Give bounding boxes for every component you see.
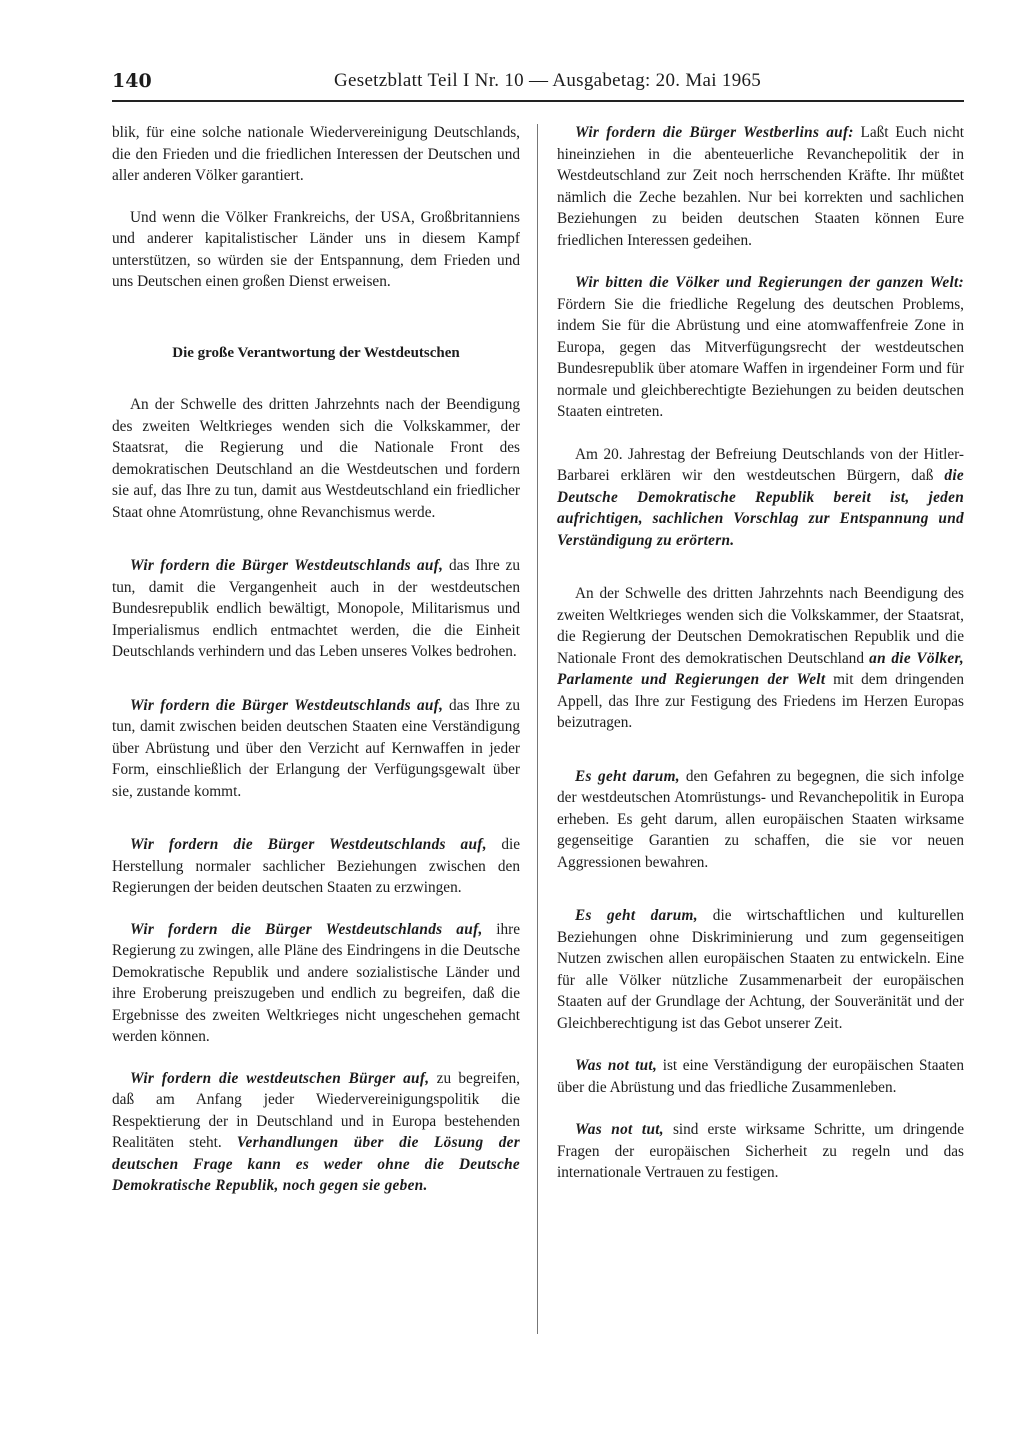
paragraph-text: das Ihre zu tun, damit die Vergangenheit auch in der westdeutschen Bundesrepublik endlich bewältigt, Monopole, Militarismus und Imperialismus endlich entmachtet werden, die die Einheit Deutschlands verhindern und das Leben unseres Volkes bedrohen. xyxy=(112,557,520,660)
paragraph-text: die wirtschaftlichen und kulturellen Beziehungen ohne Diskriminierung und zum gegenseitigen Nutzen zwischen allen europäischen Staaten zu entwickeln. Eine für alle Völker nützliche Zusammenarbeit der europäischen Staaten auf der Grundlage der Achtung, der Souveränität und der Gleichberechtigung ist das Gebot unserer Zeit. xyxy=(557,907,964,1032)
paragraph xyxy=(112,695,520,803)
paragraph: An der Schwelle des dritten Jahrzehnts nach der Beendigung des zweiten Weltkrieges wenden sich die Volkskammer, der Staatsrat, die Regierung und die Nationale Front des demokratischen Deutschland an die Westdeutschen und fordern sie auf, das Ihre zu tun, damit aus Westdeutschland ein friedlicher Staat ohne Atomrüstung, ohne Revanchismus werde. xyxy=(112,396,520,521)
page-header xyxy=(112,70,964,102)
emphasis: Wir fordern die Bürger Westdeutschlands auf, xyxy=(130,696,444,714)
paragraph xyxy=(112,919,520,1048)
paragraph-text: mit dem dringenden Appell, das Ihre zur Festigung des Friedens im Herzen Europas beizutragen. xyxy=(557,671,964,731)
paragraph-text: Laßt Euch nicht hineinziehen in die abenteuerliche Revanchepolitik der in Westdeutschland zur Zeit noch herrschenden Kräfte. Ihr müßtet nämlich die Zeche bezahlen. Nur bei korrekten und sachlichen Beziehungen zu beiden deutschen Staaten können Eure friedlichen Interessen gedeihen. xyxy=(557,124,964,249)
emphasis: Wir fordern die Bürger Westberlins auf: xyxy=(575,124,854,141)
paragraph-text: zu begreifen, daß am Anfang jeder Wiedervereinigungspolitik die Respektierung der in Deutschland und in Europa bestehenden Realitäten steht. xyxy=(112,1069,520,1151)
paragraph xyxy=(112,555,520,663)
emphasis: Wir fordern die Bürger Westdeutschlands auf, xyxy=(130,920,483,938)
paragraph xyxy=(557,272,964,423)
emphasis: die Deutsche Demokratische Republik bereit ist, jeden aufrichtigen, sachlichen Vorschlag zur Entspannung und Verständigung zu erörtern. xyxy=(557,467,964,549)
paragraph xyxy=(557,1119,964,1184)
paragraph-text: Am 20. Jahrestag der Befreiung Deutschlands von der Hitler-Barbarei erklären wir den westdeutschen Bürgern, daß xyxy=(557,445,964,484)
paragraph-text: den Gefahren zu begegnen, die sich infolge der westdeutschen Atomrüstungs- und Revanchepolitik in Europa erheben. Es geht darum, allen europäischen Staaten wirksame gegenseitige Garantien zu schaffen, die sie vor neuen Aggressionen bewahren. xyxy=(557,767,964,871)
emphasis: Wir fordern die Bürger Westdeutschlands auf, xyxy=(130,557,444,574)
paragraph xyxy=(557,122,964,251)
emphasis: Was not tut, xyxy=(575,1121,664,1138)
paragraph-text: Fördern Sie die friedliche Regelung des deutschen Problems, indem Sie für die Abrüstung und eine atomwaffenfreie Zone in Europa, gegen das Mitverfügungsrecht der westdeutschen Bundesrepublik über atomare Waffen in irgendeiner Form und für normale und gleichberechtigte Beziehungen zu beiden deutschen Staaten eintreten. xyxy=(557,295,964,420)
emphasis: an die Völker, Parlamente und Regierungen der Welt xyxy=(557,649,964,688)
emphasis: Wir bitten die Völker und Regierungen der ganzen Welt: xyxy=(575,274,964,291)
paragraph-text: die Herstellung normaler sachlicher Beziehungen zwischen den Regierungen der beiden deutschen Staaten zu erzwingen. xyxy=(112,836,521,896)
paragraph xyxy=(112,1068,520,1197)
paragraph: blik, für eine solche nationale Wiedervereinigung Deutschlands, die den Frieden und die friedlichen Interessen der Deutschen und aller anderen Völker garantiert. xyxy=(112,124,520,184)
emphasis: Verhandlungen über die Lösung der deutschen Frage kann es weder ohne die Deutsche Demokratische Republik, noch gegen sie geben. xyxy=(112,1134,520,1194)
paragraph-text: An der Schwelle des dritten Jahrzehnts nach Beendigung des zweiten Weltkrieges wenden sich die Volkskammer, der Staatsrat, die Regierung der Deutschen Demokratischen Republik und die Nationale Front des demokratischen Deutschland xyxy=(557,585,964,667)
emphasis: Wir fordern die Bürger Westdeutschlands auf, xyxy=(130,836,487,853)
section-heading: Die große Verantwortung der Westdeutschen xyxy=(172,344,460,361)
emphasis: Es geht darum, xyxy=(575,767,680,785)
paragraph-text: das Ihre zu tun, damit zwischen beiden deutschen Staaten eine Verständigung über Abrüstung und über den Verzicht auf Kernwaffen in jeder Form, einschließlich der Erlangung der Verfügungsgewalt über sie, zustande kommt. xyxy=(112,696,520,800)
paragraph: Und wenn die Völker Frankreichs, der USA, Großbritanniens und anderer kapitalistischer Länder uns in diesem Kampf unterstützen, so würden sie der Entspannung, dem Frieden und uns Deutschen einen großen Dienst erweisen. xyxy=(112,208,520,290)
left-column xyxy=(112,122,520,1217)
page-number: 140 xyxy=(112,70,152,92)
paragraph xyxy=(557,905,964,1034)
running-title: Gesetzblatt Teil I Nr. 10 — Ausgabetag: 20. Mai 1965 xyxy=(334,70,762,91)
right-column xyxy=(557,122,964,1205)
emphasis: Was not tut, xyxy=(575,1057,658,1074)
paragraph-text: ihre Regierung zu zwingen, alle Pläne des Eindringens in die Deutsche Demokratische Republik und andere sozialistische Länder und ihre Eroberung preiszugeben und endlich zu begreifen, daß die Ergebnisse des zweiten Weltkrieges nicht ungeschehen gemacht werden können. xyxy=(112,920,520,1045)
paragraph xyxy=(557,583,964,734)
emphasis: Wir fordern die westdeutschen Bürger auf, xyxy=(130,1069,430,1087)
paragraph xyxy=(557,444,964,552)
emphasis: Es geht darum, xyxy=(575,907,698,924)
paragraph-text: ist eine Verständigung der europäischen Staaten über die Abrüstung und das friedliche Zusammenleben. xyxy=(557,1057,964,1096)
paragraph-text: sind erste wirksame Schritte, um dringende Fragen der europäischen Sicherheit zu regeln und das internationale Vertrauen zu festigen. xyxy=(557,1121,964,1181)
paragraph xyxy=(112,834,520,899)
paragraph xyxy=(557,1055,964,1098)
paragraph xyxy=(557,766,964,874)
column-divider xyxy=(537,124,538,1334)
